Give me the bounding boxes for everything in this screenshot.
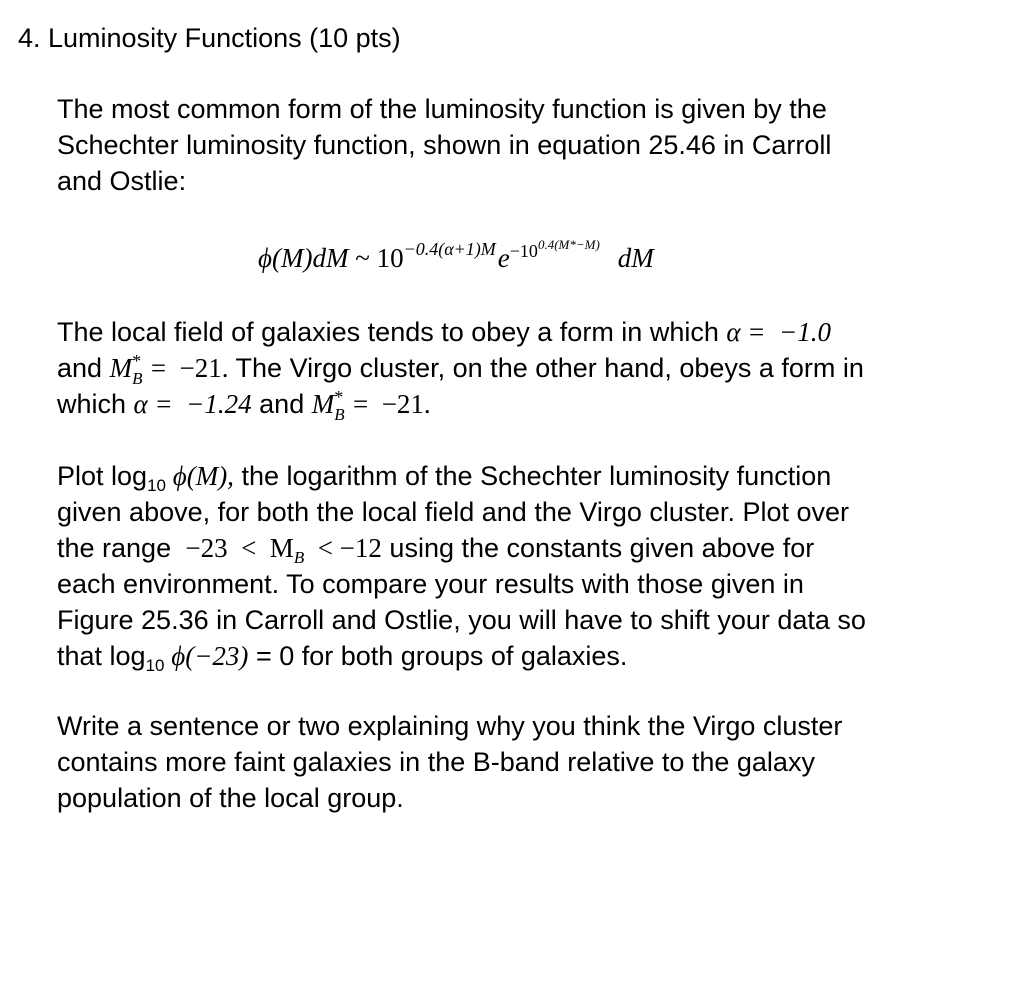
- task-line-6-text-b: = 0 for both groups of galaxies.: [248, 641, 628, 671]
- mb-subscript: B: [293, 548, 305, 567]
- question-heading: 4. Luminosity Functions (10 pts): [18, 23, 401, 53]
- task-line-1-text-b: the logarithm of the Schechter luminosity function: [233, 461, 832, 491]
- mstar-symbol-field: M: [109, 353, 133, 383]
- intro-line-2: Schechter luminosity function, shown in equation 25.46 in Carroll: [57, 130, 832, 160]
- constants-line-1-text: The local field of galaxies tends to obey a form in which: [57, 317, 727, 347]
- task-line-2: given above, for both the local field and the Virgo cluster. Plot over: [57, 497, 849, 527]
- log10-subscript-1: 10: [147, 476, 166, 495]
- constants-paragraph: [57, 314, 987, 422]
- phi-of-m: ϕ(M),: [165, 461, 234, 491]
- equation-exponent-3: 0.4(M*−M): [537, 237, 600, 252]
- mstar-sub-virgo: B: [334, 405, 345, 424]
- constants-line-2-text-b: The Virgo cluster, on the other hand, obeys a form in: [228, 353, 864, 383]
- equation-sim: ~: [348, 243, 377, 273]
- constants-line-3: [57, 386, 987, 422]
- task-line-4: each environment. To compare your results with those given in: [57, 569, 804, 599]
- equation-exponent-1: −0.4(α+1)M: [403, 239, 496, 259]
- task-line-3: [57, 530, 987, 566]
- alpha-field-value: α = −1.0: [726, 317, 831, 347]
- mstar-scripts-field: [132, 351, 144, 388]
- mstar-sup-field: *: [132, 351, 142, 371]
- task-line-5: Figure 25.36 in Carroll and Ostlie, you will have to shift your data so: [57, 605, 866, 635]
- task-line-3-text-b: using the constants given above for: [381, 533, 815, 563]
- equation-dM: dM: [617, 243, 654, 273]
- explanation-line-3: population of the local group.: [57, 783, 404, 813]
- alpha-virgo-value: α = −1.24: [133, 389, 252, 419]
- range-lower: −23 < M: [178, 533, 294, 563]
- task-line-6-text-a: that log: [57, 641, 146, 671]
- schechter-equation: [258, 238, 654, 283]
- constants-line-3-text-b: and: [251, 389, 312, 419]
- constants-line-3-text-a: which: [57, 389, 134, 419]
- constants-line-2-text-a: and: [57, 353, 110, 383]
- equation-e: e: [497, 243, 510, 273]
- mstar-symbol-virgo: M: [311, 389, 335, 419]
- equation-exponent-2: −10: [509, 241, 538, 261]
- equation-lhs: ϕ(M)dM: [258, 243, 349, 273]
- task-line-6: [57, 638, 987, 674]
- constants-line-2: [57, 350, 987, 386]
- intro-paragraph: [57, 91, 987, 199]
- task-line-1: [57, 458, 987, 494]
- intro-line-1: The most common form of the luminosity function is given by the: [57, 94, 827, 124]
- explanation-line-1: Write a sentence or two explaining why you think the Virgo cluster: [57, 711, 843, 741]
- mstar-field-value: = −21.: [144, 353, 229, 383]
- constants-line-1: [57, 314, 987, 350]
- mstar-sup-virgo: *: [334, 387, 344, 407]
- mstar-scripts-virgo: [334, 387, 346, 424]
- phi-of-minus-23: ϕ(−23): [164, 641, 249, 671]
- task-line-3-text-a: the range: [57, 533, 179, 563]
- range-upper: < −12: [304, 533, 382, 563]
- task-line-1-text-a: Plot log: [57, 461, 148, 491]
- explanation-line-2: contains more faint galaxies in the B-band relative to the galaxy: [57, 747, 815, 777]
- task-paragraph: [57, 458, 987, 674]
- mstar-virgo-value: = −21.: [346, 389, 431, 419]
- explanation-paragraph: [57, 708, 987, 816]
- log10-subscript-2: 10: [145, 656, 165, 675]
- equation-base: 10: [376, 243, 404, 273]
- mstar-sub-field: B: [132, 369, 143, 388]
- intro-line-3: and Ostlie:: [57, 166, 187, 196]
